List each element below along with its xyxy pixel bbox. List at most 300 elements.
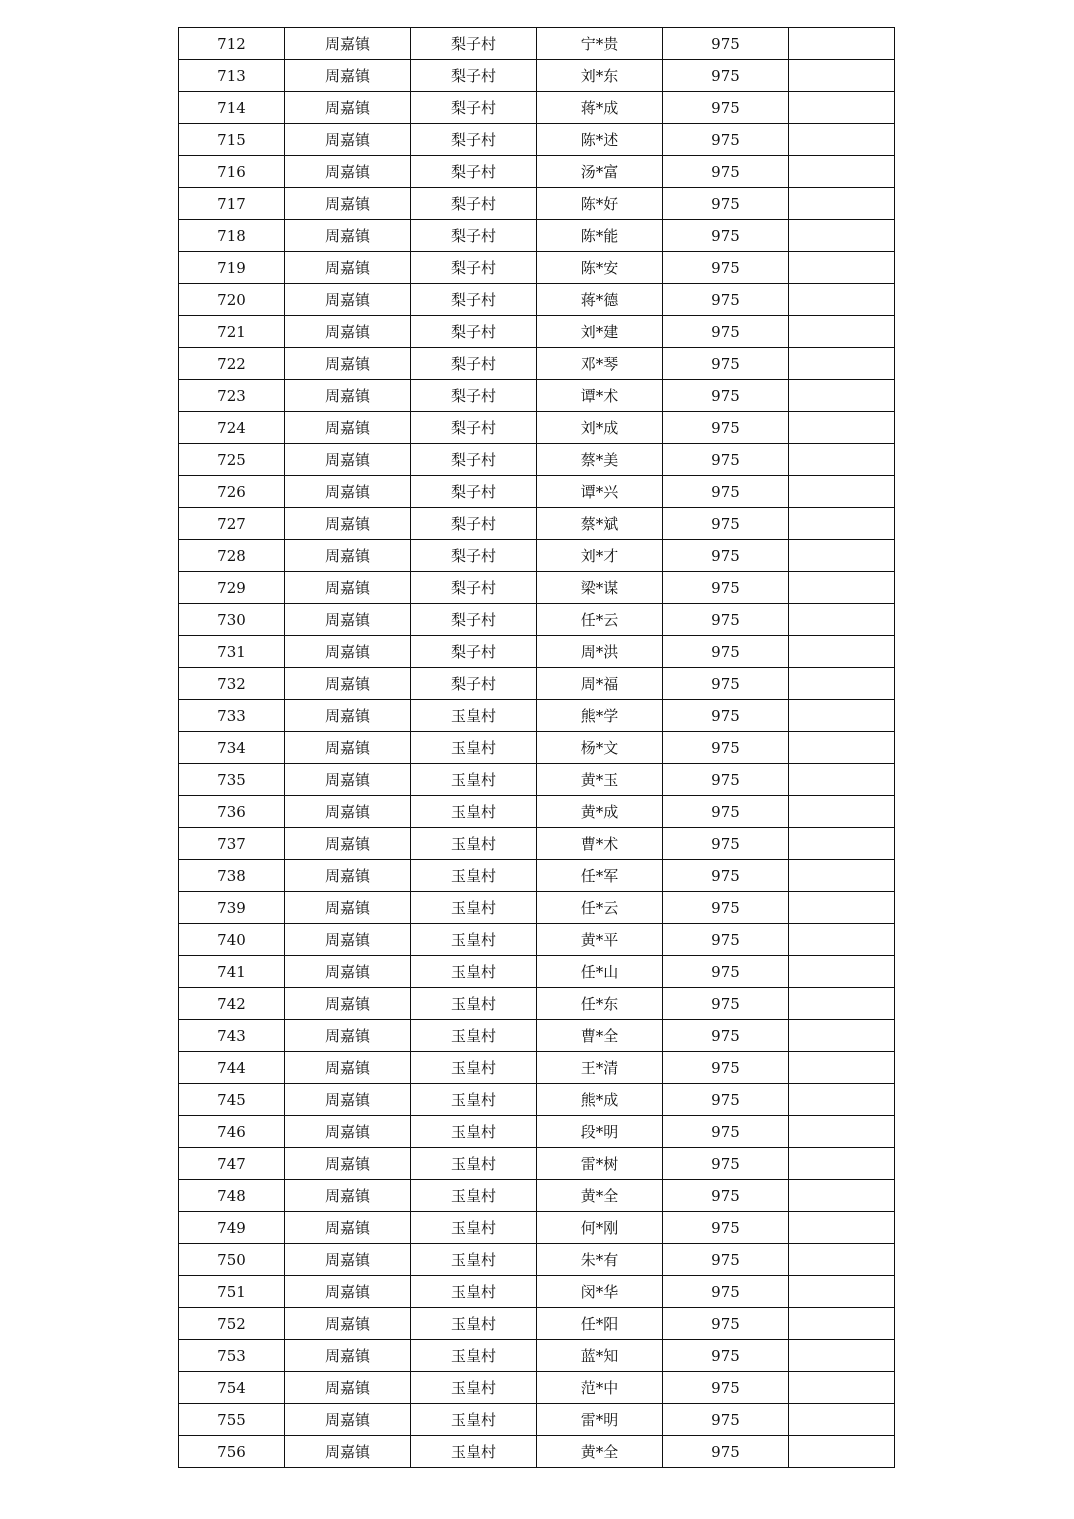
name-cell: 任*云 [537,892,663,924]
town-cell: 周嘉镇 [285,508,411,540]
amount-cell: 975 [663,220,789,252]
serial-number-cell: 733 [179,700,285,732]
name-cell: 任*山 [537,956,663,988]
table-row [179,636,895,668]
table-row [179,92,895,124]
village-cell: 玉皇村 [411,924,537,956]
name-cell: 熊*学 [537,700,663,732]
serial-number-cell: 726 [179,476,285,508]
serial-number-cell: 730 [179,604,285,636]
amount-cell: 975 [663,508,789,540]
serial-number-cell: 727 [179,508,285,540]
amount-cell: 975 [663,1180,789,1212]
note-cell [789,476,895,508]
table-row [179,60,895,92]
serial-number-cell: 755 [179,1404,285,1436]
town-cell: 周嘉镇 [285,988,411,1020]
village-cell: 梨子村 [411,412,537,444]
table-row [179,540,895,572]
table-row [179,1212,895,1244]
serial-number-cell: 740 [179,924,285,956]
village-cell: 玉皇村 [411,764,537,796]
note-cell [789,860,895,892]
name-cell: 梁*谋 [537,572,663,604]
name-cell: 曹*全 [537,1020,663,1052]
note-cell [789,508,895,540]
name-cell: 陈*好 [537,188,663,220]
amount-cell: 975 [663,1052,789,1084]
serial-number-cell: 728 [179,540,285,572]
table-row [179,188,895,220]
amount-cell: 975 [663,1116,789,1148]
name-cell: 黄*全 [537,1180,663,1212]
note-cell [789,1116,895,1148]
name-cell: 范*中 [537,1372,663,1404]
note-cell [789,988,895,1020]
village-cell: 梨子村 [411,348,537,380]
village-cell: 玉皇村 [411,828,537,860]
serial-number-cell: 721 [179,316,285,348]
village-cell: 玉皇村 [411,1404,537,1436]
serial-number-cell: 712 [179,28,285,60]
village-cell: 梨子村 [411,668,537,700]
village-cell: 梨子村 [411,572,537,604]
table-row [179,380,895,412]
amount-cell: 975 [663,316,789,348]
serial-number-cell: 738 [179,860,285,892]
amount-cell: 975 [663,636,789,668]
amount-cell: 975 [663,764,789,796]
amount-cell: 975 [663,1276,789,1308]
table-row [179,572,895,604]
village-cell: 梨子村 [411,252,537,284]
amount-cell: 975 [663,156,789,188]
amount-cell: 975 [663,1020,789,1052]
amount-cell: 975 [663,1404,789,1436]
amount-cell: 975 [663,1084,789,1116]
table-row [179,796,895,828]
name-cell: 段*明 [537,1116,663,1148]
village-cell: 梨子村 [411,444,537,476]
town-cell: 周嘉镇 [285,380,411,412]
town-cell: 周嘉镇 [285,348,411,380]
note-cell [789,924,895,956]
town-cell: 周嘉镇 [285,124,411,156]
village-cell: 玉皇村 [411,1084,537,1116]
note-cell [789,700,895,732]
town-cell: 周嘉镇 [285,636,411,668]
note-cell [789,668,895,700]
note-cell [789,156,895,188]
serial-number-cell: 720 [179,284,285,316]
note-cell [789,1436,895,1468]
town-cell: 周嘉镇 [285,572,411,604]
serial-number-cell: 750 [179,1244,285,1276]
village-cell: 梨子村 [411,124,537,156]
serial-number-cell: 736 [179,796,285,828]
document-page [178,27,894,1468]
note-cell [789,796,895,828]
note-cell [789,28,895,60]
table-row [179,1276,895,1308]
table-row [179,1180,895,1212]
amount-cell: 975 [663,572,789,604]
table-row [179,1436,895,1468]
amount-cell: 975 [663,892,789,924]
note-cell [789,1180,895,1212]
name-cell: 王*清 [537,1052,663,1084]
village-cell: 梨子村 [411,316,537,348]
table-row [179,316,895,348]
amount-cell: 975 [663,28,789,60]
village-cell: 梨子村 [411,188,537,220]
table-row [179,28,895,60]
village-cell: 梨子村 [411,60,537,92]
village-cell: 玉皇村 [411,796,537,828]
note-cell [789,1276,895,1308]
note-cell [789,732,895,764]
table-row [179,1116,895,1148]
table-row [179,412,895,444]
table-row [179,892,895,924]
serial-number-cell: 752 [179,1308,285,1340]
serial-number-cell: 714 [179,92,285,124]
note-cell [789,316,895,348]
table-row [179,1372,895,1404]
village-cell: 梨子村 [411,284,537,316]
table-row [179,764,895,796]
name-cell: 陈*安 [537,252,663,284]
table-row [179,700,895,732]
amount-cell: 975 [663,668,789,700]
note-cell [789,92,895,124]
village-cell: 玉皇村 [411,1340,537,1372]
town-cell: 周嘉镇 [285,1180,411,1212]
name-cell: 谭*术 [537,380,663,412]
town-cell: 周嘉镇 [285,1244,411,1276]
amount-cell: 975 [663,92,789,124]
village-cell: 玉皇村 [411,1212,537,1244]
serial-number-cell: 716 [179,156,285,188]
table-row [179,444,895,476]
name-cell: 刘*才 [537,540,663,572]
note-cell [789,636,895,668]
town-cell: 周嘉镇 [285,1436,411,1468]
table-row [179,956,895,988]
serial-number-cell: 746 [179,1116,285,1148]
amount-cell: 975 [663,60,789,92]
town-cell: 周嘉镇 [285,284,411,316]
note-cell [789,188,895,220]
table-row [179,284,895,316]
name-cell: 蒋*德 [537,284,663,316]
table-row [179,828,895,860]
note-cell [789,1244,895,1276]
serial-number-cell: 747 [179,1148,285,1180]
table-row [179,1052,895,1084]
table-row [179,156,895,188]
note-cell [789,1148,895,1180]
name-cell: 周*福 [537,668,663,700]
town-cell: 周嘉镇 [285,476,411,508]
name-cell: 任*东 [537,988,663,1020]
name-cell: 陈*能 [537,220,663,252]
amount-cell: 975 [663,476,789,508]
amount-cell: 975 [663,604,789,636]
name-cell: 刘*成 [537,412,663,444]
town-cell: 周嘉镇 [285,540,411,572]
amount-cell: 975 [663,988,789,1020]
amount-cell: 975 [663,860,789,892]
serial-number-cell: 718 [179,220,285,252]
name-cell: 刘*东 [537,60,663,92]
amount-cell: 975 [663,1244,789,1276]
town-cell: 周嘉镇 [285,1276,411,1308]
serial-number-cell: 744 [179,1052,285,1084]
serial-number-cell: 745 [179,1084,285,1116]
town-cell: 周嘉镇 [285,764,411,796]
town-cell: 周嘉镇 [285,1212,411,1244]
table-row [179,668,895,700]
village-cell: 玉皇村 [411,1052,537,1084]
serial-number-cell: 734 [179,732,285,764]
village-cell: 玉皇村 [411,956,537,988]
note-cell [789,1308,895,1340]
note-cell [789,1020,895,1052]
name-cell: 任*阳 [537,1308,663,1340]
amount-cell: 975 [663,124,789,156]
name-cell: 蔡*斌 [537,508,663,540]
roster-body [179,28,895,1468]
town-cell: 周嘉镇 [285,604,411,636]
village-cell: 玉皇村 [411,1116,537,1148]
town-cell: 周嘉镇 [285,732,411,764]
town-cell: 周嘉镇 [285,1308,411,1340]
village-cell: 梨子村 [411,28,537,60]
village-cell: 玉皇村 [411,1372,537,1404]
town-cell: 周嘉镇 [285,1020,411,1052]
town-cell: 周嘉镇 [285,668,411,700]
amount-cell: 975 [663,796,789,828]
table-row [179,860,895,892]
serial-number-cell: 754 [179,1372,285,1404]
amount-cell: 975 [663,188,789,220]
name-cell: 杨*文 [537,732,663,764]
table-row [179,604,895,636]
town-cell: 周嘉镇 [285,1084,411,1116]
town-cell: 周嘉镇 [285,1340,411,1372]
town-cell: 周嘉镇 [285,1148,411,1180]
name-cell: 曹*术 [537,828,663,860]
town-cell: 周嘉镇 [285,1404,411,1436]
village-cell: 梨子村 [411,476,537,508]
town-cell: 周嘉镇 [285,860,411,892]
amount-cell: 975 [663,1212,789,1244]
note-cell [789,348,895,380]
town-cell: 周嘉镇 [285,924,411,956]
amount-cell: 975 [663,380,789,412]
name-cell: 黄*成 [537,796,663,828]
village-cell: 梨子村 [411,604,537,636]
amount-cell: 975 [663,828,789,860]
table-row [179,924,895,956]
table-row [179,1148,895,1180]
amount-cell: 975 [663,348,789,380]
village-cell: 梨子村 [411,92,537,124]
village-cell: 玉皇村 [411,1276,537,1308]
table-row [179,124,895,156]
note-cell [789,412,895,444]
village-cell: 梨子村 [411,540,537,572]
town-cell: 周嘉镇 [285,892,411,924]
name-cell: 刘*建 [537,316,663,348]
serial-number-cell: 735 [179,764,285,796]
note-cell [789,1372,895,1404]
town-cell: 周嘉镇 [285,796,411,828]
serial-number-cell: 723 [179,380,285,412]
name-cell: 黄*全 [537,1436,663,1468]
note-cell [789,1340,895,1372]
table-row [179,1244,895,1276]
name-cell: 朱*有 [537,1244,663,1276]
town-cell: 周嘉镇 [285,700,411,732]
serial-number-cell: 732 [179,668,285,700]
town-cell: 周嘉镇 [285,316,411,348]
name-cell: 任*军 [537,860,663,892]
note-cell [789,956,895,988]
name-cell: 闵*华 [537,1276,663,1308]
name-cell: 蒋*成 [537,92,663,124]
note-cell [789,764,895,796]
town-cell: 周嘉镇 [285,828,411,860]
town-cell: 周嘉镇 [285,1372,411,1404]
name-cell: 谭*兴 [537,476,663,508]
amount-cell: 975 [663,412,789,444]
table-row [179,732,895,764]
table-row [179,988,895,1020]
table-row [179,220,895,252]
village-cell: 玉皇村 [411,1180,537,1212]
serial-number-cell: 722 [179,348,285,380]
village-cell: 玉皇村 [411,1244,537,1276]
amount-cell: 975 [663,284,789,316]
name-cell: 雷*树 [537,1148,663,1180]
note-cell [789,892,895,924]
note-cell [789,252,895,284]
name-cell: 汤*富 [537,156,663,188]
table-row [179,1308,895,1340]
serial-number-cell: 725 [179,444,285,476]
note-cell [789,1052,895,1084]
amount-cell: 975 [663,956,789,988]
amount-cell: 975 [663,1148,789,1180]
name-cell: 陈*述 [537,124,663,156]
table-row [179,1340,895,1372]
name-cell: 蓝*知 [537,1340,663,1372]
table-row [179,1404,895,1436]
note-cell [789,284,895,316]
town-cell: 周嘉镇 [285,220,411,252]
serial-number-cell: 719 [179,252,285,284]
roster-table [178,27,895,1468]
amount-cell: 975 [663,1436,789,1468]
table-row [179,1020,895,1052]
note-cell [789,380,895,412]
note-cell [789,1212,895,1244]
serial-number-cell: 729 [179,572,285,604]
village-cell: 玉皇村 [411,1020,537,1052]
village-cell: 梨子村 [411,508,537,540]
town-cell: 周嘉镇 [285,92,411,124]
town-cell: 周嘉镇 [285,956,411,988]
name-cell: 任*云 [537,604,663,636]
town-cell: 周嘉镇 [285,60,411,92]
amount-cell: 975 [663,1308,789,1340]
village-cell: 玉皇村 [411,1436,537,1468]
village-cell: 玉皇村 [411,700,537,732]
serial-number-cell: 715 [179,124,285,156]
serial-number-cell: 751 [179,1276,285,1308]
name-cell: 周*洪 [537,636,663,668]
village-cell: 梨子村 [411,636,537,668]
table-row [179,476,895,508]
town-cell: 周嘉镇 [285,156,411,188]
village-cell: 玉皇村 [411,988,537,1020]
note-cell [789,828,895,860]
amount-cell: 975 [663,732,789,764]
name-cell: 蔡*美 [537,444,663,476]
serial-number-cell: 749 [179,1212,285,1244]
serial-number-cell: 742 [179,988,285,1020]
note-cell [789,540,895,572]
table-row [179,1084,895,1116]
village-cell: 玉皇村 [411,732,537,764]
amount-cell: 975 [663,444,789,476]
note-cell [789,604,895,636]
village-cell: 梨子村 [411,156,537,188]
table-row [179,348,895,380]
village-cell: 玉皇村 [411,892,537,924]
note-cell [789,60,895,92]
name-cell: 宁*贵 [537,28,663,60]
village-cell: 梨子村 [411,380,537,412]
note-cell [789,572,895,604]
note-cell [789,220,895,252]
amount-cell: 975 [663,1372,789,1404]
town-cell: 周嘉镇 [285,28,411,60]
village-cell: 梨子村 [411,220,537,252]
note-cell [789,1084,895,1116]
name-cell: 邓*琴 [537,348,663,380]
town-cell: 周嘉镇 [285,444,411,476]
note-cell [789,1404,895,1436]
serial-number-cell: 743 [179,1020,285,1052]
serial-number-cell: 748 [179,1180,285,1212]
serial-number-cell: 724 [179,412,285,444]
amount-cell: 975 [663,1340,789,1372]
serial-number-cell: 717 [179,188,285,220]
serial-number-cell: 713 [179,60,285,92]
village-cell: 玉皇村 [411,860,537,892]
name-cell: 黄*平 [537,924,663,956]
town-cell: 周嘉镇 [285,188,411,220]
table-row [179,252,895,284]
name-cell: 黄*玉 [537,764,663,796]
amount-cell: 975 [663,252,789,284]
town-cell: 周嘉镇 [285,252,411,284]
serial-number-cell: 737 [179,828,285,860]
amount-cell: 975 [663,540,789,572]
